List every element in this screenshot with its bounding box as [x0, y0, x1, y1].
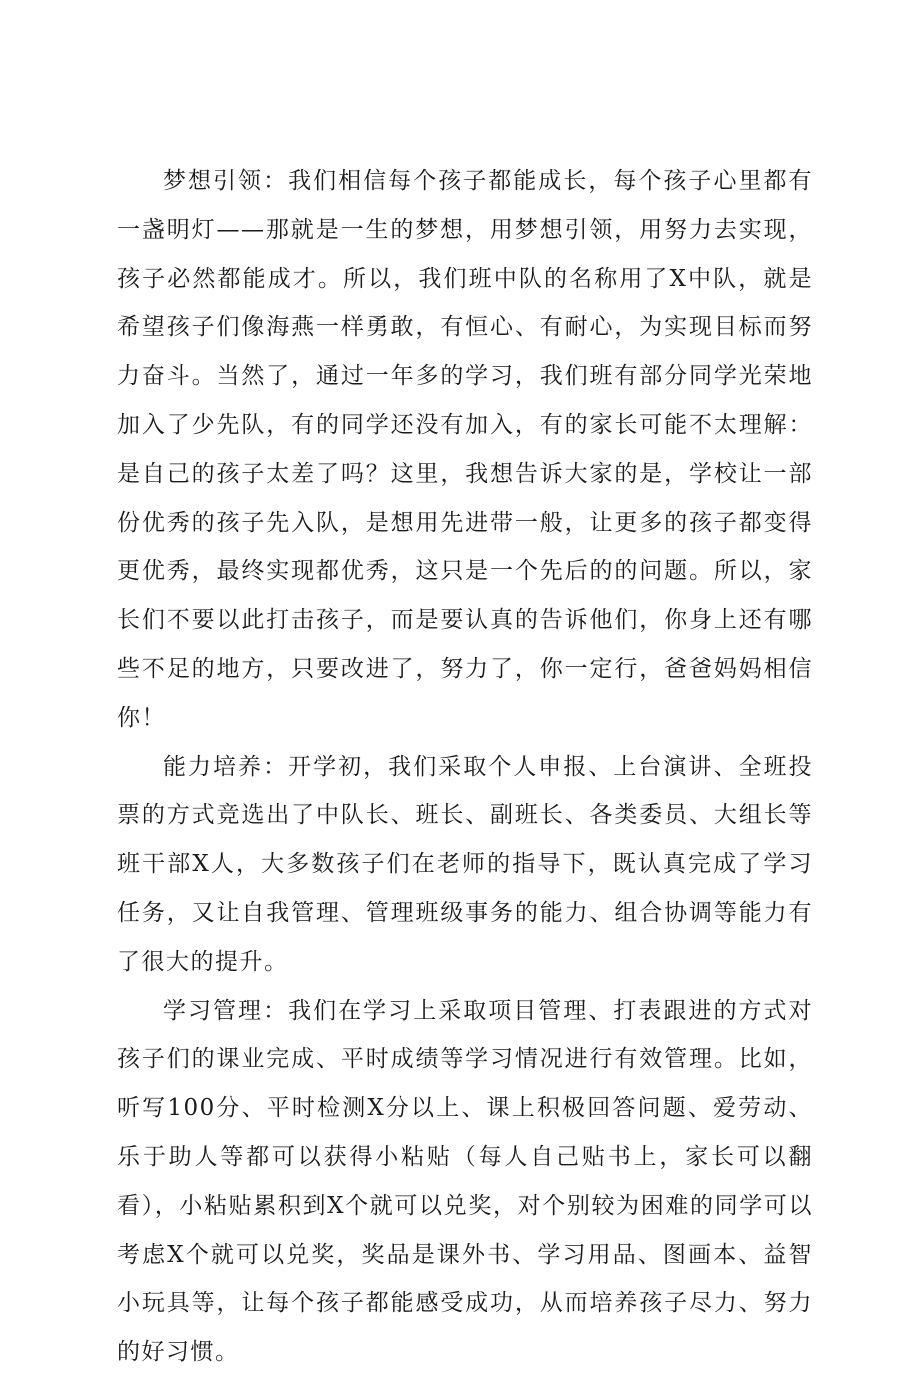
paragraph-ability-training: 能力培养：开学初，我们采取个人申报、上台演讲、全班投票的方式竞选出了中队长、班长、副班长、各类委员、大组长等班干部X人，大多数孩子们在老师的指导下，既认真完成了学习任务，又让自我管理、管理班级事务的能力、组合协调等能力有了很大的提升。: [117, 753, 813, 975]
document-body: [117, 157, 813, 1377]
paragraph-dream-guidance: 梦想引领：我们相信每个孩子都能成长，每个孩子心里都有一盏明灯——那就是一生的梦想，用梦想引领，用努力去实现，孩子必然都能成才。所以，我们班中队的名称用了X中队，就是希望孩子们像海燕一样勇敢，有恒心、有耐心，为实现目标而努力奋斗。当然了，通过一年多的学习，我们班有部分同学光荣地加入了少先队，有的同学还没有加入，有的家长可能不太理解：是自己的孩子太差了吗？这里，我想告诉大家的是，学校让一部份优秀的孩子先入队，是想用先进带一般，让更多的孩子都变得更优秀，最终实现都优秀，这只是一个先后的的问题。所以，家长们不要以此打击孩子，而是要认真的告诉他们，你身上还有哪些不足的地方，只要改进了，努力了，你一定行，爸爸妈妈相信你！: [117, 168, 813, 731]
paragraph-study-management: 学习管理：我们在学习上采取项目管理、打表跟进的方式对孩子们的课业完成、平时成绩等学习情况进行有效管理。比如，听写100分、平时检测X分以上、课上积极回答问题、爱劳动、乐于助人等都可以获得小粘贴（每人自己贴书上，家长可以翻看），小粘贴累积到X个就可以兑奖，对个别较为困难的同学可以考虑X个就可以兑奖，奖品是课外书、学习用品、图画本、益智小玩具等，让每个孩子都能感受成功，从而培养孩子尽力、努力的好习惯。: [117, 997, 813, 1366]
